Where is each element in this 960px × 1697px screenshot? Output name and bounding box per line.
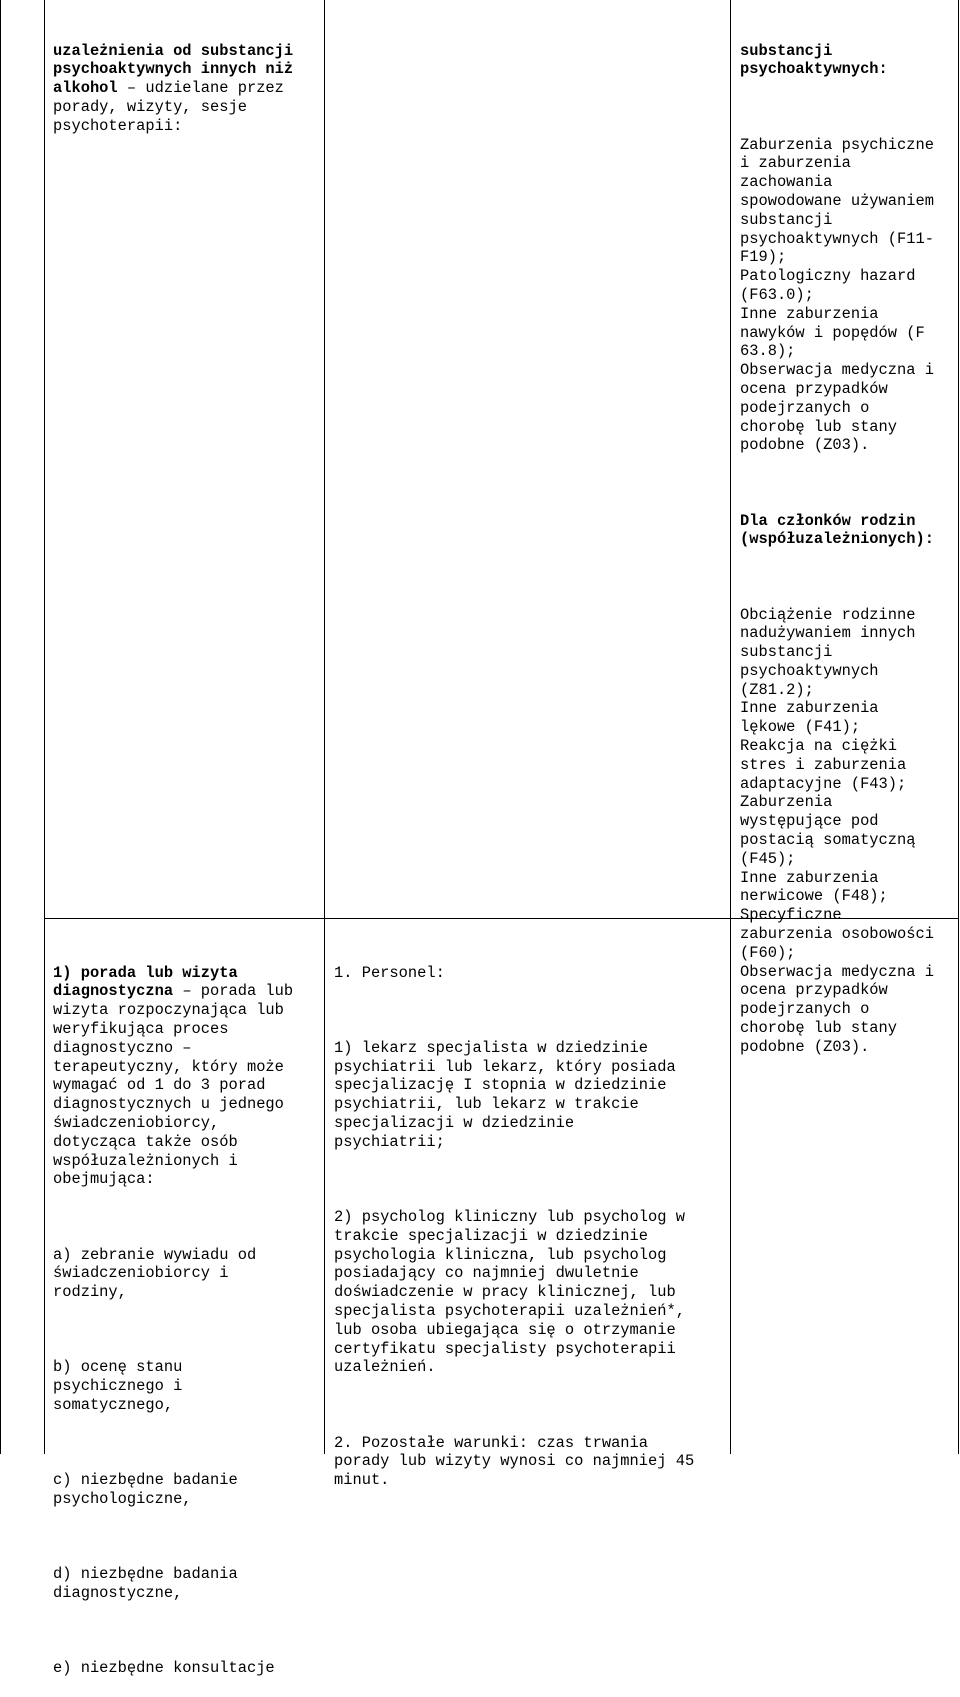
- diagnostic-visit-description: – porada lub wizyta rozpoczynająca lub weryfikująca proces diagnostyczno – terapeutyczny, który może wymagać od 1 do 3 porad diagnostycznych u jednego świadczeniobiorcy, dotycząca także osób współuzależnionych i obejmująca:: [53, 982, 294, 1189]
- family-members-heading: Dla członków rodzin (współuzależnionych):: [740, 511, 934, 549]
- staff-requirement-1: 1) lekarz specjalista w dziedzinie psychiatrii lub lekarz, który posiada specjalizację I stopnia w dziedzinie psychiatrii, lub lekarz w trakcie specjalizacji w dziedzinie psychiatrii;: [334, 1038, 676, 1151]
- scope-item-d: d) niezbędne badania diagnostyczne,: [53, 1565, 238, 1602]
- staff-heading: 1. Personel:: [334, 963, 445, 982]
- scope-item-a: a) zebranie wywiadu od świadczeniobiorcy i rodziny,: [53, 1245, 257, 1302]
- scope-item-e: e) niezbędne konsultacje: [53, 1659, 275, 1678]
- diagnosis-codes-cell: [740, 4, 956, 1075]
- column-divider-1: [44, 0, 45, 1454]
- staff-requirement-2: 2) psycholog kliniczny lub psycholog w trakcie specjalizacji w dziedzinie psychologia kliniczna, lub psycholog posiadający co najmniej dwuletnie doświadczenie w pracy klinicznej, lub specjalista psychoterapii uzależnień*, lub osoba ubiegająca się o otrzymanie certyfikatu specjalisty psychoterapii uzależnień.: [334, 1207, 685, 1377]
- service-category-heading: uzależnienia od substancji psychoaktywnych innych niż alkohol: [53, 41, 294, 98]
- service-category-description: – udzielane przez porady, wizyty, sesje psychoterapii:: [53, 79, 284, 135]
- scope-item-c: c) niezbędne badanie psychologiczne,: [53, 1471, 238, 1508]
- family-members-codes-list: Obciążenie rodzinne nadużywaniem innych substancji psychoaktywnych (Z81.2); Inne zaburzenia lękowe (F41); Reakcja na ciężki stres i zaburzenia adaptacyjne (F43); Zaburzenia występujące pod postacią somatyczną (F45); Inne zaburzenia nerwicowe (F48); Specyficzne zaburzenia osobowości (F60); Obserwacja medyczna i ocena przypadków podejrzanych o chorobę lub stany podobne (Z03).: [740, 605, 934, 1056]
- diagnostic-visit-cell: [53, 926, 321, 1697]
- diagnosis-codes-list: Zaburzenia psychiczne i zaburzenia zachowania spowodowane używaniem substancji psychoaktywnych (F11- F19); Patologiczny hazard (F63.0); Inne zaburzenia nawyków i popędów (F 63.8); Obserwacja medyczna i ocena przypadków podejrzanych o chorobę lub stany podobne (Z03).: [740, 135, 934, 455]
- diagnosis-codes-heading: substancji psychoaktywnych:: [740, 41, 888, 79]
- other-conditions: 2. Pozostałe warunki: czas trwania porady lub wizyty wynosi co najmniej 45 minut.: [334, 1433, 695, 1490]
- table-border-right: [958, 0, 959, 1454]
- column-divider-2: [324, 0, 325, 1454]
- requirements-cell: [334, 926, 728, 1509]
- column-divider-3: [730, 0, 731, 1454]
- diagnostic-visit-title: 1) porada lub wizyta diagnostyczna: [53, 963, 238, 1001]
- table-border-left: [0, 0, 1, 1454]
- scope-item-b: b) ocenę stanu psychicznego i somatycznego,: [53, 1358, 183, 1414]
- service-category-cell: [53, 4, 321, 154]
